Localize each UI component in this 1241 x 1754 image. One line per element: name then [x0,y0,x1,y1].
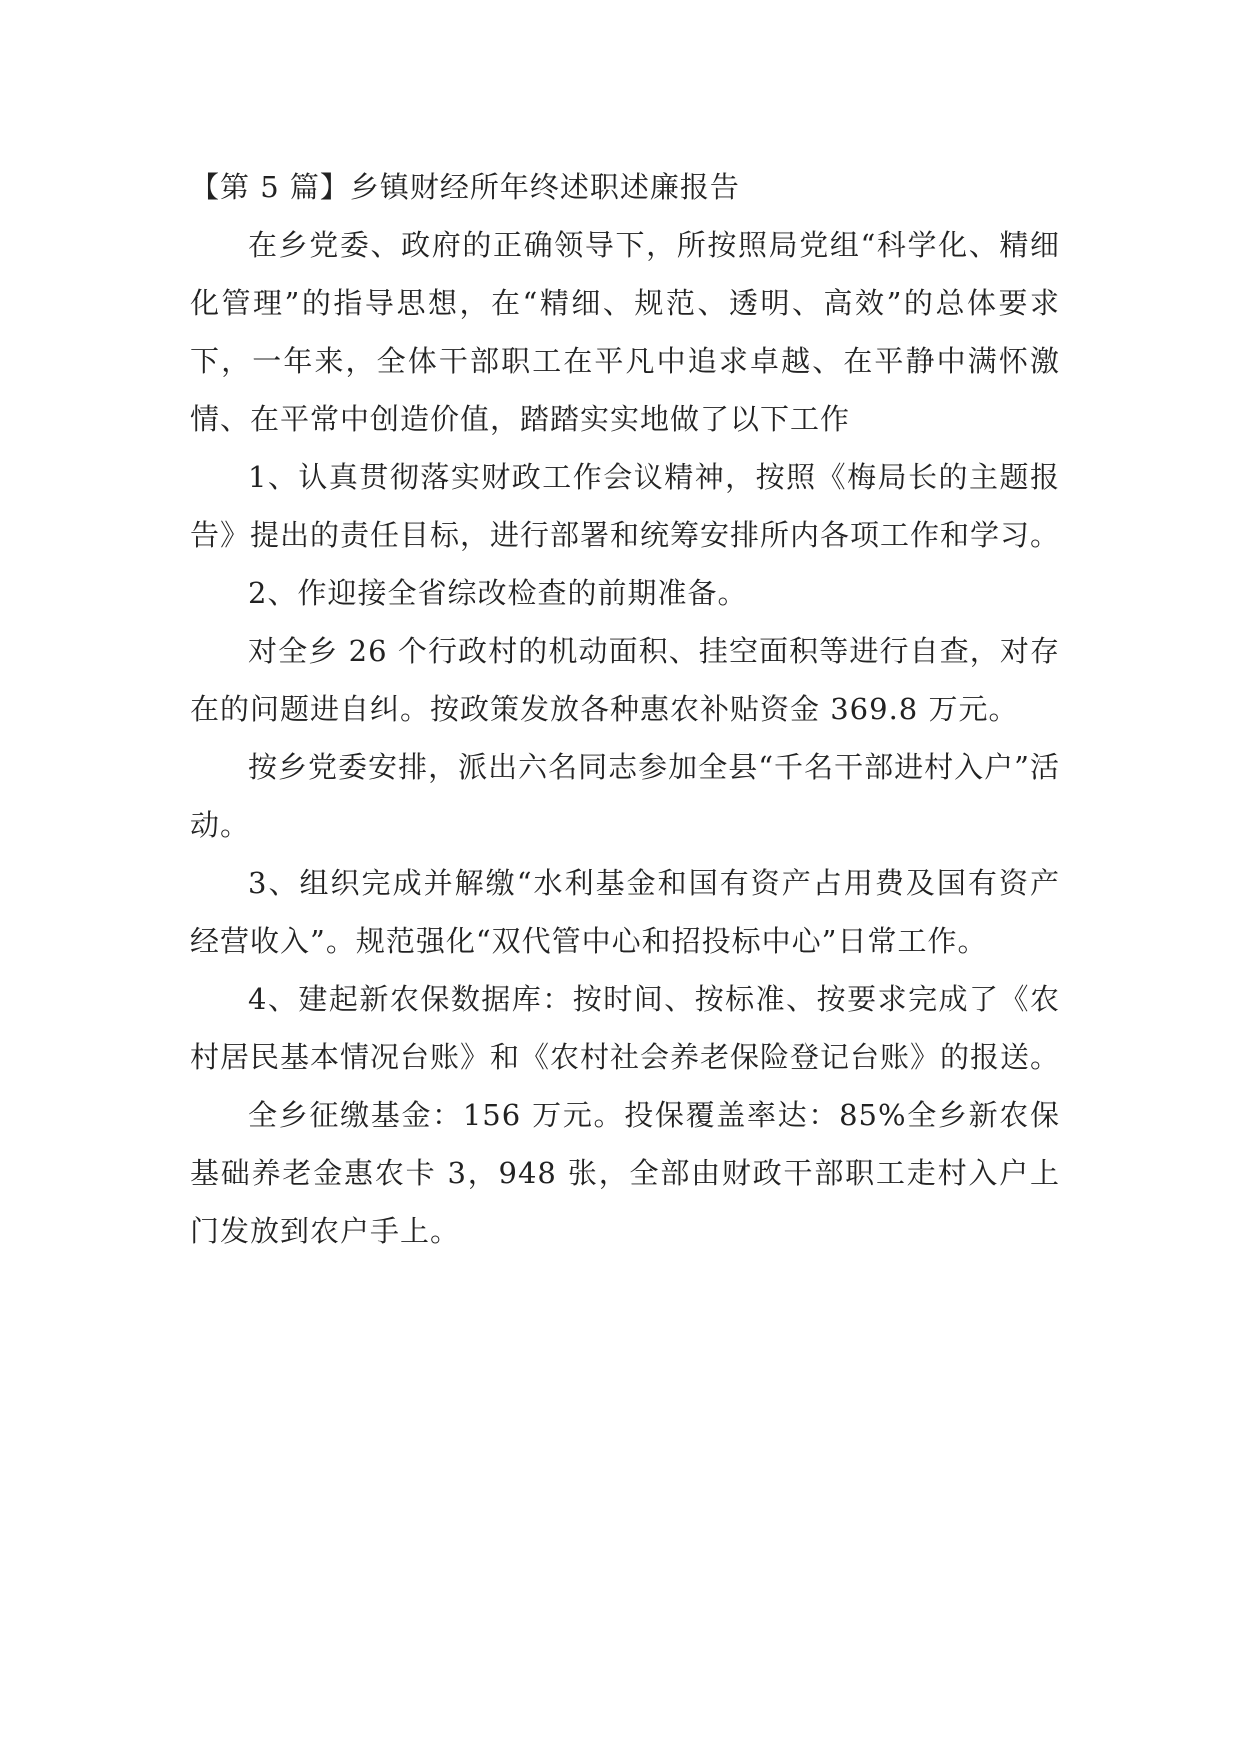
document-body [190,158,1060,1260]
paragraph-item-2: 2、作迎接全省综改检查的前期准备。 [248,576,748,610]
paragraph-item-4: 4、建起新农保数据库：按时间、按标准、按要求完成了《农村居民基本情况台账》和《农村社会养老保险登记台账》的报送。 [190,982,1061,1074]
paragraph-cadres-village: 按乡党委安排，派出六名同志参加全县“千名干部进村入户”活动。 [190,750,1060,842]
paragraph-intro: 在乡党委、政府的正确领导下，所按照局党组“科学化、精细化管理”的指导思想，在“精细、规范、透明、高效”的总体要求下，一年来，全体干部职工在平凡中追求卓越、在平静中满怀激情、在平常中创造价值，踏踏实实地做了以下工作 [190,228,1060,436]
paragraph-item-3: 3、组织完成并解缴“水利基金和国有资产占用费及国有资产经营收入”。规范强化“双代管中心和招投标中心”日常工作。 [190,866,1060,958]
document-title: 【第 5 篇】乡镇财经所年终述职述廉报告 [190,170,740,204]
paragraph-item-1: 1、认真贯彻落实财政工作会议精神，按照《梅局长的主题报告》提出的责任目标，进行部署和统筹安排所内各项工作和学习。 [190,460,1061,552]
paragraph-self-check: 对全乡 26 个行政村的机动面积、挂空面积等进行自查，对存在的问题进自纠。按政策发放各种惠农补贴资金 369.8 万元。 [190,634,1060,726]
paragraph-pension-fund: 全乡征缴基金：156 万元。投保覆盖率达：85%全乡新农保基础养老金惠农卡 3，948 张，全部由财政干部职工走村入户上门发放到农户手上。 [190,1098,1060,1248]
